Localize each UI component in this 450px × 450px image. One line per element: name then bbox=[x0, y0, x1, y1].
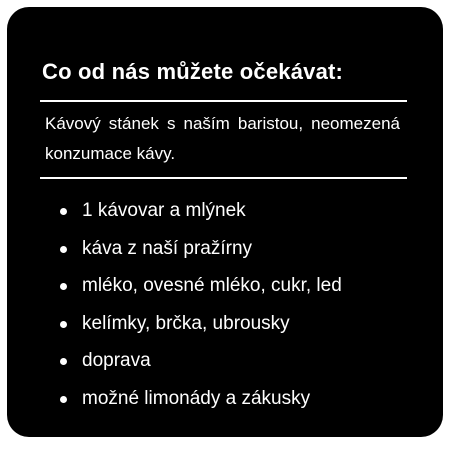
bullet-icon bbox=[60, 358, 67, 365]
offer-list bbox=[45, 192, 342, 417]
list-item bbox=[45, 267, 342, 305]
divider-bottom bbox=[40, 177, 407, 179]
list-item bbox=[45, 380, 342, 418]
list-item-text: káva z naší pražírny bbox=[82, 237, 253, 259]
divider-top bbox=[40, 100, 407, 102]
list-item-text: kelímky, brčka, ubrousky bbox=[82, 312, 290, 334]
card-title: Co od nás můžete očekávat: bbox=[42, 59, 344, 84]
list-item bbox=[45, 192, 342, 230]
bullet-icon bbox=[60, 208, 67, 215]
bullet-icon bbox=[60, 246, 67, 253]
info-card bbox=[7, 7, 443, 437]
bullet-icon bbox=[60, 396, 67, 403]
list-item bbox=[45, 342, 342, 380]
list-item-text: doprava bbox=[82, 350, 151, 371]
list-item-text: mléko, ovesné mléko, cukr, led bbox=[82, 275, 342, 296]
list-item bbox=[45, 305, 342, 343]
list-item bbox=[45, 230, 342, 268]
list-item-text: možné limonády a zákusky bbox=[82, 387, 311, 409]
bullet-icon bbox=[60, 321, 67, 328]
list-item-text: 1 kávovar a mlýnek bbox=[82, 200, 246, 221]
card-description: Kávový stánek s naším baristou, neomezená konzumace kávy. bbox=[45, 114, 400, 163]
bullet-icon bbox=[60, 283, 67, 290]
